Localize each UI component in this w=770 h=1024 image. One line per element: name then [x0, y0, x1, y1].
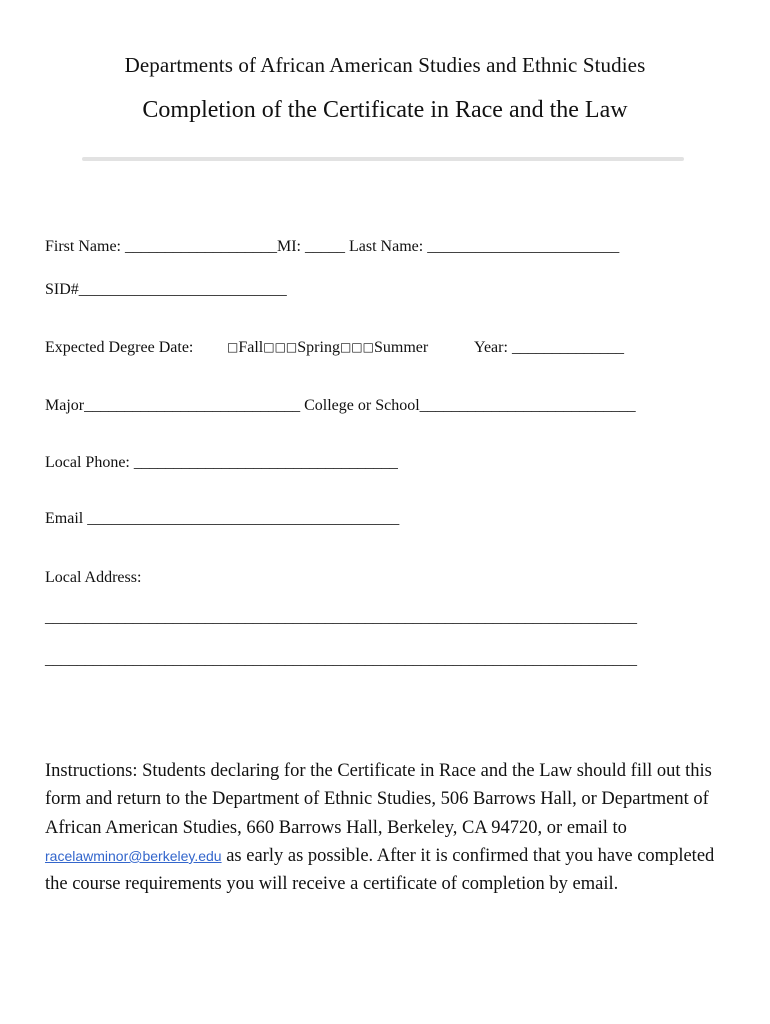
- year-field[interactable]: ______________: [511, 339, 624, 356]
- instructions-text: Instructions: Students declaring for the Certificate in Race and the Law should fill out this form and return to the Department of Ethnic Studies, 506 Barrows Hall, or Department of African American Studies, 660 Barrows Hall, Berkeley, CA 94720, or email to: [45, 761, 712, 838]
- last-name-field[interactable]: ________________________: [427, 238, 620, 255]
- department-heading: Departments of African American Studies and Ethnic Studies: [124, 53, 646, 77]
- sid-label: SID#: [45, 281, 79, 298]
- phone-label: Local Phone:: [45, 454, 134, 471]
- address-line-1-field[interactable]: __________________________________________________________________________: [45, 609, 637, 626]
- address-label: Local Address:: [45, 569, 142, 586]
- address-line-2-field[interactable]: __________________________________________________________________________: [45, 651, 637, 668]
- fall-checkbox[interactable]: □: [227, 340, 239, 354]
- email-field[interactable]: _______________________________________: [87, 510, 400, 527]
- college-field[interactable]: ___________________________: [419, 397, 636, 414]
- degree-date-label: Expected Degree Date:: [45, 339, 194, 356]
- email-link[interactable]: racelawminor@berkeley.edu: [45, 847, 222, 864]
- instructions-paragraph: [45, 757, 725, 898]
- major-label: Major: [45, 397, 85, 414]
- spring-checkbox[interactable]: □: [285, 340, 298, 354]
- sid-field[interactable]: __________________________: [78, 281, 287, 298]
- spring-option-label: Spring: [297, 339, 340, 356]
- spacer-box-icon: □: [339, 340, 352, 354]
- spacer-box-icon: □: [274, 340, 286, 354]
- first-name-field[interactable]: ___________________: [125, 238, 277, 255]
- major-row: [45, 397, 636, 415]
- form-title: Completion of the Certificate in Race and the Law: [142, 97, 628, 123]
- header-divider: [82, 157, 684, 161]
- last-name-label: Last Name:: [345, 238, 428, 255]
- sid-row: [45, 281, 287, 299]
- fall-option-label: Fall: [238, 339, 264, 356]
- year-label: Year:: [474, 339, 512, 356]
- mi-label: MI:: [277, 238, 305, 255]
- email-label: Email: [45, 510, 88, 527]
- mi-field[interactable]: _____: [305, 238, 345, 255]
- year-group: [474, 339, 624, 357]
- summer-option-label: Summer: [373, 339, 429, 356]
- email-row: [45, 510, 399, 528]
- term-options: [227, 339, 474, 357]
- first-name-label: First Name:: [45, 238, 125, 255]
- spacer-box-icon: □: [351, 340, 363, 354]
- name-row: [45, 238, 619, 256]
- major-field[interactable]: ___________________________: [84, 397, 301, 414]
- instructions-text-end: as early as possible. After it is confirmed that you have completed the course requirements you will receive a certificate of completion by email.: [45, 845, 715, 895]
- spacer-box-icon: □: [263, 340, 275, 354]
- summer-checkbox[interactable]: □: [362, 340, 374, 354]
- phone-field[interactable]: _________________________________: [133, 454, 398, 471]
- degree-date-row: [45, 339, 624, 357]
- phone-row: [45, 454, 398, 472]
- college-label: College or School: [300, 397, 420, 414]
